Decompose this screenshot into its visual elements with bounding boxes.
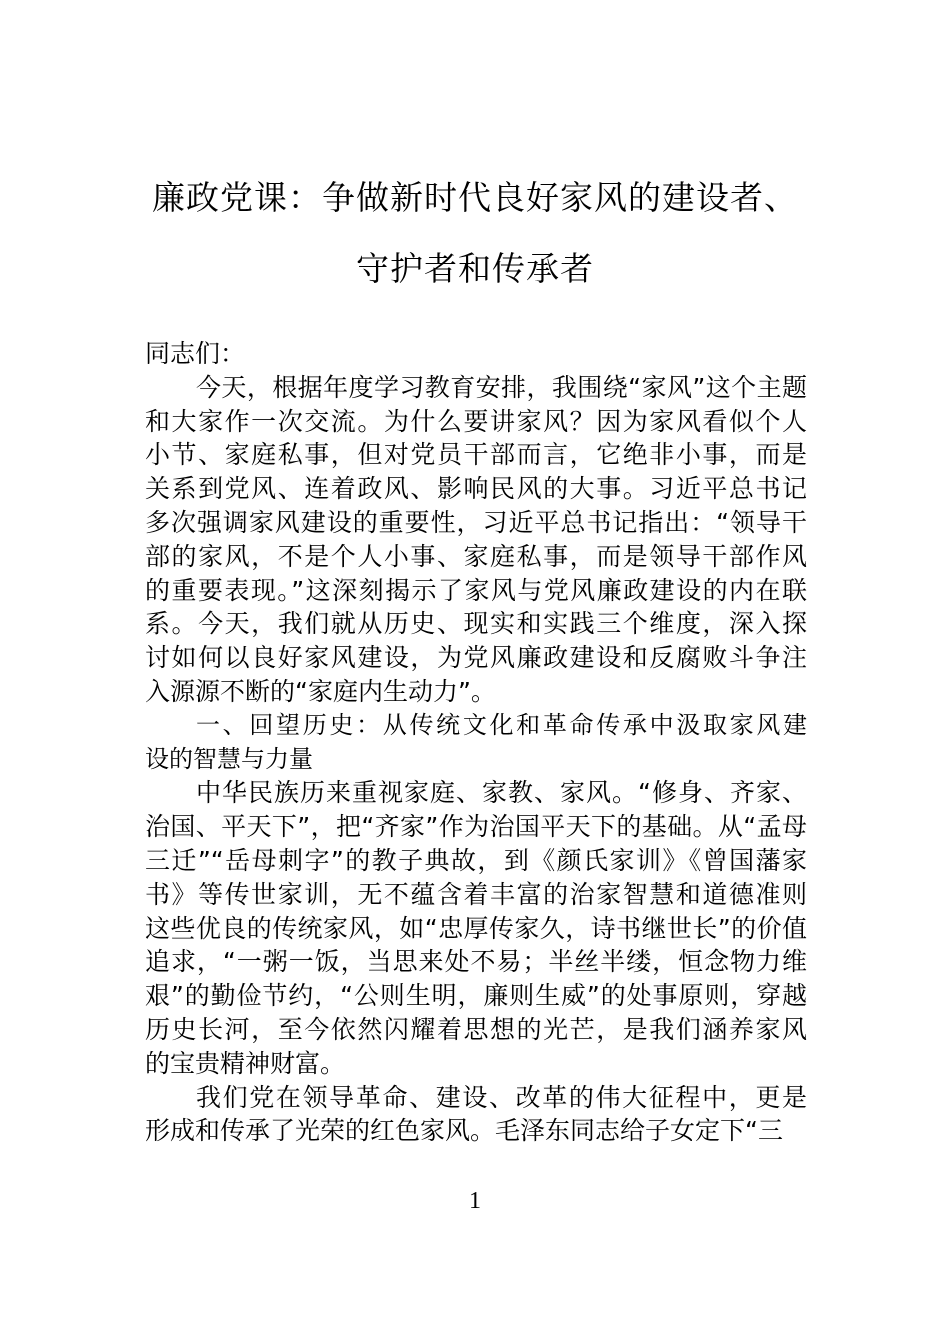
salutation: 同志们： [145, 339, 246, 368]
paragraph-line: 艰”的勤俭节约，“公则生明，廉则生威”的处事原则，穿越 [145, 981, 807, 1011]
paragraph-line: 今天，根据年度学习教育安排，我围绕“家风”这个主题 [196, 372, 807, 402]
paragraph-line: 三迁”“岳母刺字”的教子典故，到《颜氏家训》《曾国藩家 [145, 845, 807, 875]
paragraph-line: 讨如何以良好家风建设，为党风廉政建设和反腐败斗争注 [145, 643, 807, 673]
paragraph-line: 书》等传世家训，无不蕴含着丰富的治家智慧和道德准则 [145, 879, 807, 909]
paragraph-line: 多次强调家风建设的重要性，习近平总书记指出：“领导干 [145, 507, 807, 537]
paragraph-line: 追求，“一粥一饭，当思来处不易；半丝半缕，恒念物力维 [145, 947, 807, 977]
section-heading-line: 一、回望历史：从传统文化和革命传承中汲取家风建 [196, 710, 807, 739]
paragraph-line: 和大家作一次交流。为什么要讲家风？因为家风看似个人 [145, 406, 807, 436]
paragraph-line: 部的家风，不是个人小事、家庭私事，而是领导干部作风 [145, 541, 807, 571]
paragraph-line: 这些优良的传统家风，如“忠厚传家久，诗书继世长”的价值 [145, 913, 807, 943]
document-body [145, 337, 807, 1148]
paragraph-line: 形成和传承了光荣的红色家风。毛泽东同志给子女定下“三 [145, 1116, 783, 1146]
paragraph-line: 中华民族历来重视家庭、家教、家风。“修身、齐家、 [196, 778, 807, 808]
section-heading-line: 设的智慧与力量 [145, 744, 313, 773]
paragraph-line: 我们党在领导革命、建设、改革的伟大征程中，更是 [196, 1082, 807, 1112]
paragraph-line: 关系到党风、连着政风、影响民风的大事。习近平总书记 [145, 474, 807, 504]
paragraph-line: 治国、平天下”，把“齐家”作为治国平天下的基础。从“孟母 [145, 812, 807, 842]
paragraph-line: 的宝贵精神财富。 [145, 1048, 346, 1078]
paragraph-line: 的重要表现。”这深刻揭示了家风与党风廉政建设的内在联 [145, 575, 807, 605]
paragraph-line: 小节、家庭私事，但对党员干部而言，它绝非小事，而是 [145, 440, 807, 470]
document-title-line-1: 廉政党课：争做新时代良好家风的建设者、 [152, 178, 798, 217]
paragraph-line: 入源源不断的“家庭内生动力”。 [145, 676, 496, 706]
paragraph-line: 历史长河，至今依然闪耀着思想的光芒，是我们涵养家风 [145, 1014, 807, 1044]
paragraph-line: 系。今天，我们就从历史、现实和实践三个维度，深入探 [145, 609, 807, 639]
document-title-line-2: 守护者和传承者 [356, 249, 594, 288]
page-number: 1 [469, 1188, 481, 1214]
